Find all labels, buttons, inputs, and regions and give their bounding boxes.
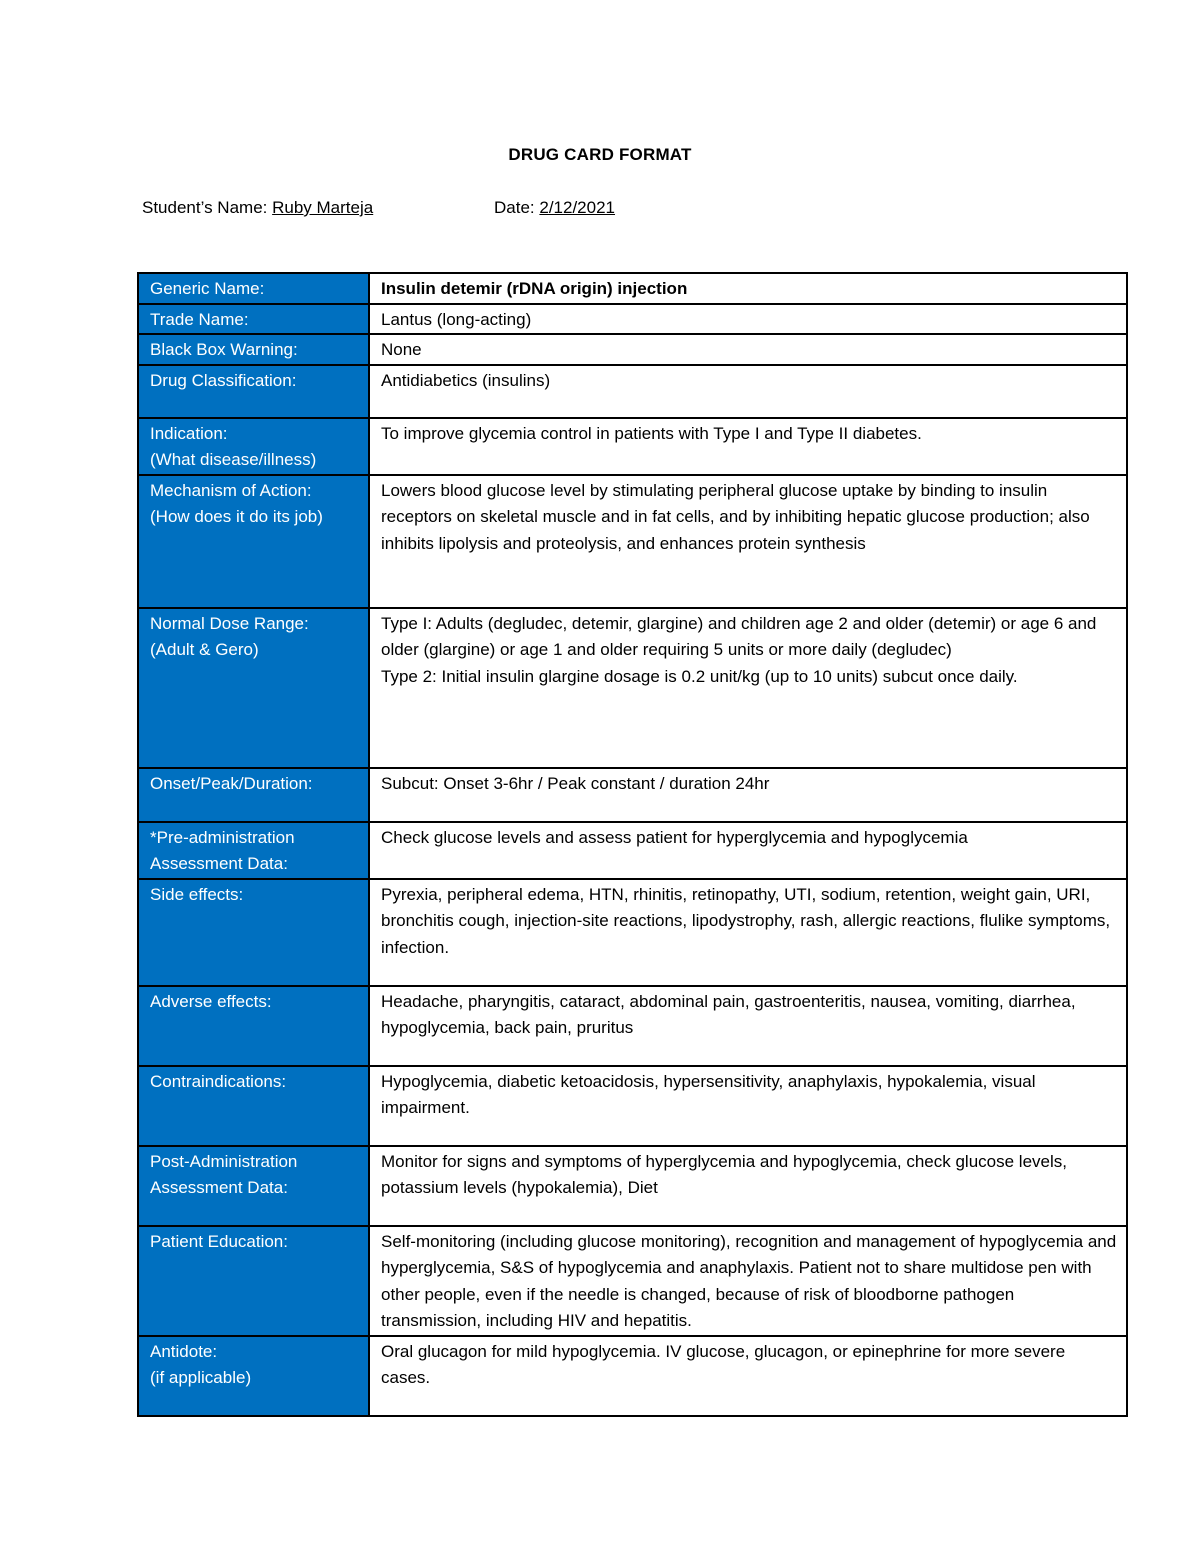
value-black-box-warning: None bbox=[369, 334, 1127, 365]
label-contraindications: Contraindications: bbox=[138, 1066, 369, 1146]
row-generic-name bbox=[138, 273, 1127, 304]
row-side-effects bbox=[138, 879, 1127, 986]
value-post-administration: Monitor for signs and symptoms of hyperglycemia and hypoglycemia, check glucose levels, potassium levels (hypokalemia), Diet bbox=[369, 1146, 1127, 1226]
value-drug-classification: Antidiabetics (insulins) bbox=[369, 365, 1127, 418]
row-patient-education bbox=[138, 1226, 1127, 1336]
value-pre-administration: Check glucose levels and assess patient for hyperglycemia and hypoglycemia bbox=[369, 822, 1127, 879]
value-mechanism-of-action: Lowers blood glucose level by stimulating peripheral glucose uptake by binding to insulin receptors on skeletal muscle and in fat cells, and by inhibiting hepatic glucose production; also inhibits lipolysis and proteolysis, and enhances protein synthesis bbox=[369, 475, 1127, 608]
row-drug-classification bbox=[138, 365, 1127, 418]
label-pre-administration: *Pre-administration Assessment Data: bbox=[138, 822, 369, 879]
label-drug-classification: Drug Classification: bbox=[138, 365, 369, 418]
label-black-box-warning: Black Box Warning: bbox=[138, 334, 369, 365]
row-contraindications bbox=[138, 1066, 1127, 1146]
row-trade-name bbox=[138, 304, 1127, 335]
label-antidote: Antidote: (if applicable) bbox=[138, 1336, 369, 1416]
value-adverse-effects: Headache, pharyngitis, cataract, abdominal pain, gastroenteritis, nausea, vomiting, diarrhea, hypoglycemia, back pain, pruritus bbox=[369, 986, 1127, 1066]
student-name-value: Ruby Marteja bbox=[272, 198, 374, 217]
value-normal-dose-range: Type I: Adults (degludec, detemir, glargine) and children age 2 and older (detemir) or age 6 and older (glargine) or age 1 and older requiring 5 units or more daily (degludec) Type 2: Initial insulin glargine dosage is 0.2 unit/kg (up to 10 units) subcut once daily. bbox=[369, 608, 1127, 768]
value-trade-name: Lantus (long-acting) bbox=[369, 304, 1127, 335]
label-generic-name: Generic Name: bbox=[138, 273, 369, 304]
student-name-label: Student’s Name: bbox=[142, 198, 268, 217]
student-name-line bbox=[142, 198, 373, 218]
value-side-effects: Pyrexia, peripheral edema, HTN, rhinitis, retinopathy, UTI, sodium, retention, weight gain, URI, bronchitis cough, injection-site reactions, lipodystrophy, rash, allergic reactions, flulike symptoms, infection. bbox=[369, 879, 1127, 986]
row-pre-administration bbox=[138, 822, 1127, 879]
row-black-box-warning bbox=[138, 334, 1127, 365]
document-title: DRUG CARD FORMAT bbox=[508, 145, 692, 164]
label-side-effects: Side effects: bbox=[138, 879, 369, 986]
drug-card-table bbox=[137, 272, 1128, 1417]
label-adverse-effects: Adverse effects: bbox=[138, 986, 369, 1066]
value-contraindications: Hypoglycemia, diabetic ketoacidosis, hypersensitivity, anaphylaxis, hypokalemia, visual impairment. bbox=[369, 1066, 1127, 1146]
row-antidote bbox=[138, 1336, 1127, 1416]
row-mechanism-of-action bbox=[138, 475, 1127, 608]
label-onset-peak-duration: Onset/Peak/Duration: bbox=[138, 768, 369, 822]
label-normal-dose-range: Normal Dose Range: (Adult & Gero) bbox=[138, 608, 369, 768]
row-normal-dose-range bbox=[138, 608, 1127, 768]
row-adverse-effects bbox=[138, 986, 1127, 1066]
row-post-administration bbox=[138, 1146, 1127, 1226]
date-line bbox=[494, 198, 615, 218]
value-generic-name: Insulin detemir (rDNA origin) injection bbox=[369, 273, 1127, 304]
value-indication: To improve glycemia control in patients with Type I and Type II diabetes. bbox=[369, 418, 1127, 475]
date-label: Date: bbox=[494, 198, 535, 217]
label-mechanism-of-action: Mechanism of Action: (How does it do its job) bbox=[138, 475, 369, 608]
label-patient-education: Patient Education: bbox=[138, 1226, 369, 1336]
row-onset-peak-duration bbox=[138, 768, 1127, 822]
label-indication: Indication: (What disease/illness) bbox=[138, 418, 369, 475]
value-patient-education: Self-monitoring (including glucose monitoring), recognition and management of hypoglycemia and hyperglycemia, S&S of hypoglycemia and anaphylaxis. Patient not to share multidose pen with other people, even if the needle is changed, because of risk of bloodborne pathogen transmission, including HIV and hepatitis. bbox=[369, 1226, 1127, 1336]
label-post-administration: Post-Administration Assessment Data: bbox=[138, 1146, 369, 1226]
value-antidote: Oral glucagon for mild hypoglycemia. IV glucose, glucagon, or epinephrine for more severe cases. bbox=[369, 1336, 1127, 1416]
label-trade-name: Trade Name: bbox=[138, 304, 369, 335]
value-onset-peak-duration: Subcut: Onset 3-6hr / Peak constant / duration 24hr bbox=[369, 768, 1127, 822]
row-indication bbox=[138, 418, 1127, 475]
date-value: 2/12/2021 bbox=[539, 198, 616, 217]
